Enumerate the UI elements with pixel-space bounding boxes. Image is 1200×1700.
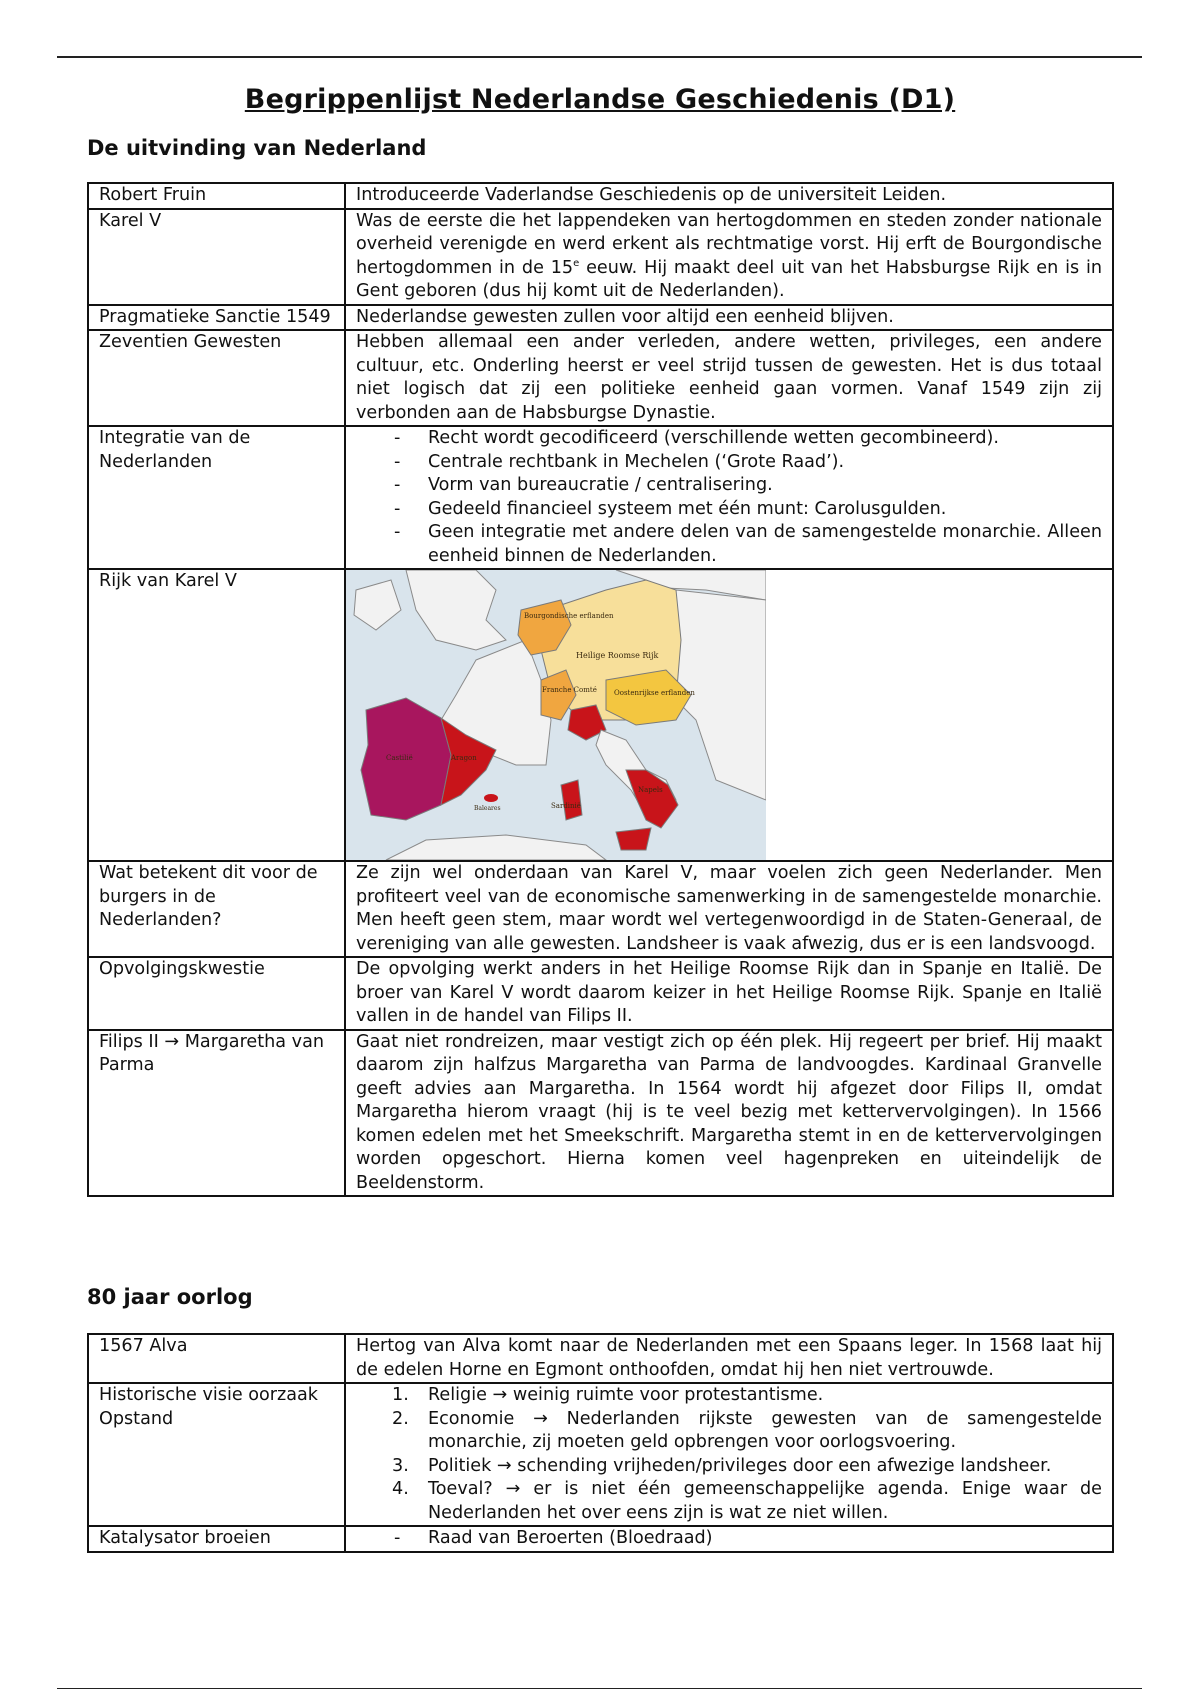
map-label-oost: Oostenrijkse erflanden <box>614 689 695 697</box>
definition-text: eeuw. Hij maakt deel uit van het Habsburgse Rijk en is in Gent geboren (dus hij komt uit de Nederlanden). <box>356 257 1103 301</box>
section-heading-80-jaar-oorlog: 80 jaar oorlog <box>87 1285 253 1309</box>
term-cell: Pragmatieke Sanctie 1549 <box>88 305 345 331</box>
top-rule <box>57 56 1142 58</box>
map-cell <box>345 569 1113 861</box>
term-cell: Filips II → Margaretha van Parma <box>88 1030 345 1197</box>
list-item: - Centrale rechtbank in Mechelen (‘Grote Raad’). <box>394 451 845 472</box>
empire-map <box>346 570 766 860</box>
definition-cell <box>345 1383 1113 1526</box>
list-item: 1. Religie → weinig ruimte voor protestantisme. <box>392 1385 824 1405</box>
definition-cell: Ze zijn wel onderdaan van Karel V, maar voelen zich geen Nederlander. Men profiteert veel van de economische samenwerking in de samengestelde monarchie. Men heeft geen stem, maar wordt wel vertegenwoordigd in de Staten-Generaal, de vereniging van alle gewesten. Landsheer is vaak afwezig, dus er is een landsvoogd. <box>345 861 1113 957</box>
term-cell: Rijk van Karel V <box>88 569 345 861</box>
term-cell: Katalysator broeien <box>88 1526 345 1552</box>
map-label-napels: Napels <box>638 786 663 794</box>
definition-cell <box>345 209 1113 305</box>
table-row <box>88 1383 1113 1526</box>
table-row <box>88 305 1113 331</box>
table-row <box>88 1030 1113 1197</box>
superscript: e <box>573 257 580 269</box>
term-cell: Historische visie oorzaak Opstand <box>88 1383 345 1526</box>
list-item: - Gedeeld financieel systeem met één munt: Carolusgulden. <box>394 498 947 519</box>
term-cell: Robert Fruin <box>88 183 345 209</box>
map-sicilie <box>616 828 651 850</box>
map-baleares-shape <box>484 794 498 802</box>
definition-cell: Introduceerde Vaderlandse Geschiedenis op de universiteit Leiden. <box>345 183 1113 209</box>
definition-cell: Hertog van Alva komt naar de Nederlanden met een Spaans leger. In 1568 laat hij de edelen Horne en Egmont onthoofden, omdat hij hen niet vertrouwde. <box>345 1334 1113 1383</box>
term-cell: Karel V <box>88 209 345 305</box>
bullet-list <box>356 427 1102 568</box>
term-cell: Opvolgingskwestie <box>88 957 345 1030</box>
table-row <box>88 861 1113 957</box>
term-cell: Wat betekent dit voor de burgers in de Nederlanden? <box>88 861 345 957</box>
list-item: - Raad van Beroerten (Bloedraad) <box>394 1528 713 1548</box>
list-item: - Geen integratie met andere delen van de samengestelde monarchie. Alleen eenheid binnen de Nederlanden. <box>394 522 1102 566</box>
table-row <box>88 426 1113 569</box>
bullet-list <box>356 1527 1102 1551</box>
list-item: 3. Politiek → schending vrijheden/privileges door een afwezige landsheer. <box>392 1455 1052 1476</box>
table-row <box>88 330 1113 426</box>
numbered-list <box>356 1384 1102 1525</box>
table-row <box>88 1526 1113 1552</box>
definition-cell: Gaat niet rondreizen, maar vestigt zich op één plek. Hij regeert per brief. Hij maakt daarom zijn halfzus Margaretha van Parma de landvoogdes. Kardinaal Granvelle geeft advies aan Margaretha. In 1564 wordt hij afgezet door Filips II, omdat Margaretha hierom vraagt (hij is te veel bezig met kettervervolgingen). In 1566 komen edelen met het Smeekschrift. Margaretha stemt in en de kettervervolgingen worden opgeschort. Hierna komen veel hagenpreken en uiteindelijk de Beeldenstorm. <box>345 1030 1113 1197</box>
definition-cell: Nederlandse gewesten zullen voor altijd een eenheid blijven. <box>345 305 1113 331</box>
list-item: - Recht wordt gecodificeerd (verschillende wetten gecombineerd). <box>394 428 999 448</box>
map-label-castilie: Castilië <box>386 754 413 762</box>
map-label-fc: Franche Comté <box>542 686 597 694</box>
terms-table-80-jaar-oorlog <box>87 1333 1114 1553</box>
table-row <box>88 1334 1113 1383</box>
list-item: 2. Economie → Nederlanden rijkste gewesten van de samengestelde monarchie, zij moeten geld opbrengen voor oorlogsvoering. <box>392 1408 1102 1452</box>
map-label-aragon: Aragon <box>451 754 477 762</box>
definition-cell: De opvolging werkt anders in het Heilige Roomse Rijk dan in Spanje en Italië. De broer van Karel V wordt daarom keizer in het Heilige Roomse Rijk. Spanje en Italië vallen in de handel van Filips II. <box>345 957 1113 1030</box>
definition-text: Was de eerste die het lappendeken van hertogdommen en steden zonder nationale overheid verenigde en werd erkent als rechtmatige vorst. Hij erft de Bourgondische hertogdommen in de 15 <box>356 210 1102 278</box>
list-item: 4. Toeval? → er is niet één gemeenschappelijke agenda. Enige waar de Nederlanden het over eens zijn is wat ze niet willen. <box>392 1479 1102 1523</box>
term-cell: Integratie van de Nederlanden <box>88 426 345 569</box>
definition-cell: Hebben allemaal een ander verleden, andere wetten, privileges, een andere cultuur, etc. Onderling heerst er veel strijd tussen de gewesten. Het is dus totaal niet logisch dat zij een politieke eenheid gaan vormen. Vanaf 1549 zijn zij verbonden aan de Habsburgse Dynastie. <box>345 330 1113 426</box>
page-title: Begrippenlijst Nederlandse Geschiedenis (D1) <box>244 84 956 115</box>
map-label-sardinie: Sardinië <box>551 802 581 810</box>
map-label-baleares: Baleares <box>474 805 501 812</box>
table-row <box>88 569 1113 861</box>
map-label-nl: Bourgondische erflanden <box>524 612 614 620</box>
map-label-hrr: Heilige Roomse Rijk <box>576 651 659 660</box>
table-row <box>88 183 1113 209</box>
term-cell: Zeventien Gewesten <box>88 330 345 426</box>
definition-cell <box>345 426 1113 569</box>
table-row <box>88 957 1113 1030</box>
term-cell: 1567 Alva <box>88 1334 345 1383</box>
table-row <box>88 209 1113 305</box>
bottom-rule <box>57 1688 1142 1689</box>
definition-cell <box>345 1526 1113 1552</box>
section-heading-uitvinding: De uitvinding van Nederland <box>87 136 427 160</box>
terms-table-uitvinding <box>87 182 1114 1197</box>
list-item: - Vorm van bureaucratie / centralisering. <box>394 475 773 495</box>
